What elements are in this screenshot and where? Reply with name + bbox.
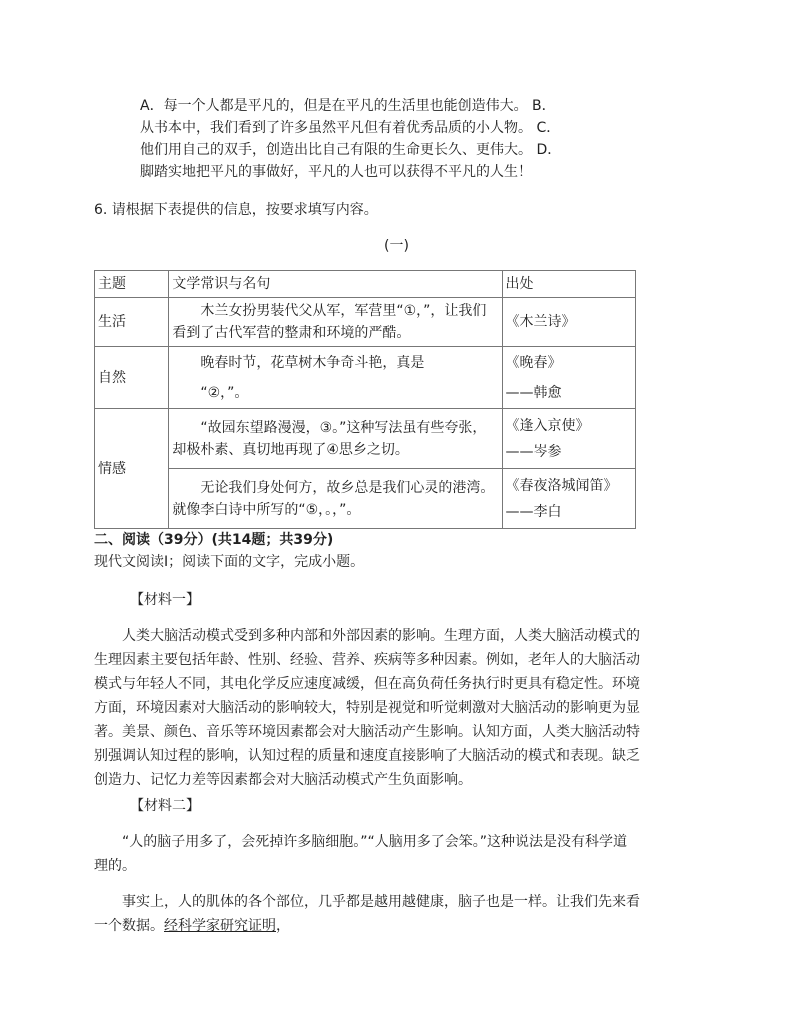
- material1-line: 人类大脑活动模式受到多种内部和外部因素的影响。生理方面，人类大脑活动模式的: [122, 628, 640, 644]
- material1-line: 别强调认知过程的影响，认知过程的质量和速度直接影响了大脑活动的模式和表现。缺乏: [94, 748, 640, 764]
- row-quote: [169, 347, 502, 409]
- material2-line: “人的脑子用多了，会死掉许多脑细胞。”“人脑用多了会笨。”这种说法是没有科学道: [122, 834, 628, 850]
- row-quote-text-a: 晚春时节，花草树木争奇斗艳，真是: [200, 354, 425, 371]
- q5-option-line-3: 他们用自己的双手，创造出比自己有限的生命更长久、更伟大。 D．: [140, 142, 562, 158]
- q5-option-line-1: A．每一个人都是平凡的，但是在平凡的生活里也能创造伟大。 B．: [140, 98, 556, 114]
- row-source: [502, 347, 635, 409]
- material2-para2-line1: 事实上，人的肌体的各个部位，几乎都是越用越健康，脑子也是一样。让我们先来看: [122, 894, 640, 910]
- row-source-title: 《春夜洛城闻笛》: [505, 477, 618, 494]
- header-theme: 主题: [95, 271, 169, 298]
- material2-para2-line2: [94, 916, 290, 936]
- row-theme: 生活: [95, 298, 169, 347]
- row-theme: 自然: [95, 347, 169, 409]
- material2-line: 理的。: [94, 858, 136, 874]
- material1-line: 方面，环境因素对大脑活动的影响较大，特别是视觉和听觉刺激对大脑活动的影响更为显: [94, 700, 640, 716]
- row-quote-text: 无论我们身处何方，故乡总是我们心灵的港湾。就像李白诗中所写的“⑤，。，”。: [172, 479, 495, 518]
- table-row: [95, 298, 636, 347]
- material2-title: 【材料二】: [130, 798, 200, 814]
- row-source: 《木兰诗》: [502, 298, 635, 347]
- material2-text: 一个数据。: [94, 918, 164, 934]
- row-source-author: ——韩愈: [505, 384, 562, 401]
- row-quote-text: 木兰女扮男装代父从军，军营里“①，”，让我们看到了古代军营的整肃和环境的严酷。: [172, 303, 487, 341]
- info-table: [94, 270, 636, 529]
- material1-line: 生理因素主要包括年龄、性别、经验、营养、疾病等多种因素。例如，老年人的大脑活动: [94, 652, 640, 668]
- row-theme: 情感: [95, 409, 169, 529]
- header-source: 出处: [502, 271, 635, 298]
- row-source-author: ——岑参: [505, 443, 562, 460]
- q5-option-line-2: 从书本中，我们看到了许多虽然平凡但有着优秀品质的小人物。 C．: [140, 120, 561, 136]
- table-row: [95, 347, 636, 409]
- row-quote-text: “故园东望路漫漫，③。”这种写法虽有些夸张，却极朴素、真切地再现了④思乡之切。: [172, 419, 487, 458]
- table-row: [95, 409, 636, 469]
- section-heading: 二、阅读（39分）(共14题；共39分): [94, 532, 334, 548]
- section-intro: 现代文阅读Ⅰ；阅读下面的文字，完成小题。: [94, 554, 365, 570]
- underlined-phrase: 经科学家研究证明: [164, 918, 276, 934]
- material2-text: ，: [276, 918, 290, 934]
- row-quote: [169, 298, 502, 347]
- q5-option-line-4: 脚踏实地把平凡的事做好，平凡的人也可以获得不平凡的人生！: [140, 164, 532, 180]
- row-quote: [169, 409, 502, 469]
- row-source-title: 《晚春》: [505, 354, 562, 371]
- table-header-row: [95, 271, 636, 298]
- material1-line: 著。美景、颜色、音乐等环境因素都会对大脑活动产生影响。认知方面，人类大脑活动特: [94, 724, 640, 740]
- table-title: (一): [384, 238, 409, 254]
- material1-title: 【材料一】: [130, 592, 200, 608]
- row-quote: [169, 469, 502, 529]
- table-row: [95, 469, 636, 529]
- q6-prompt: 6. 请根据下表提供的信息，按要求填写内容。: [94, 202, 378, 218]
- material1-line: 模式与年轻人不同，其电化学反应速度减缓，但在高负荷任务执行时更具有稳定性。环境: [94, 676, 640, 692]
- row-quote-text-b: “②，”。: [200, 384, 249, 401]
- row-source-title: 《逢入京使》: [505, 417, 590, 434]
- row-source: [502, 409, 635, 469]
- row-source-author: ——李白: [505, 503, 562, 520]
- header-quote: 文学常识与名句: [169, 271, 502, 298]
- material1-line: 创造力、记忆力差等因素都会对大脑活动模式产生负面影响。: [94, 772, 472, 788]
- row-source: [502, 469, 635, 529]
